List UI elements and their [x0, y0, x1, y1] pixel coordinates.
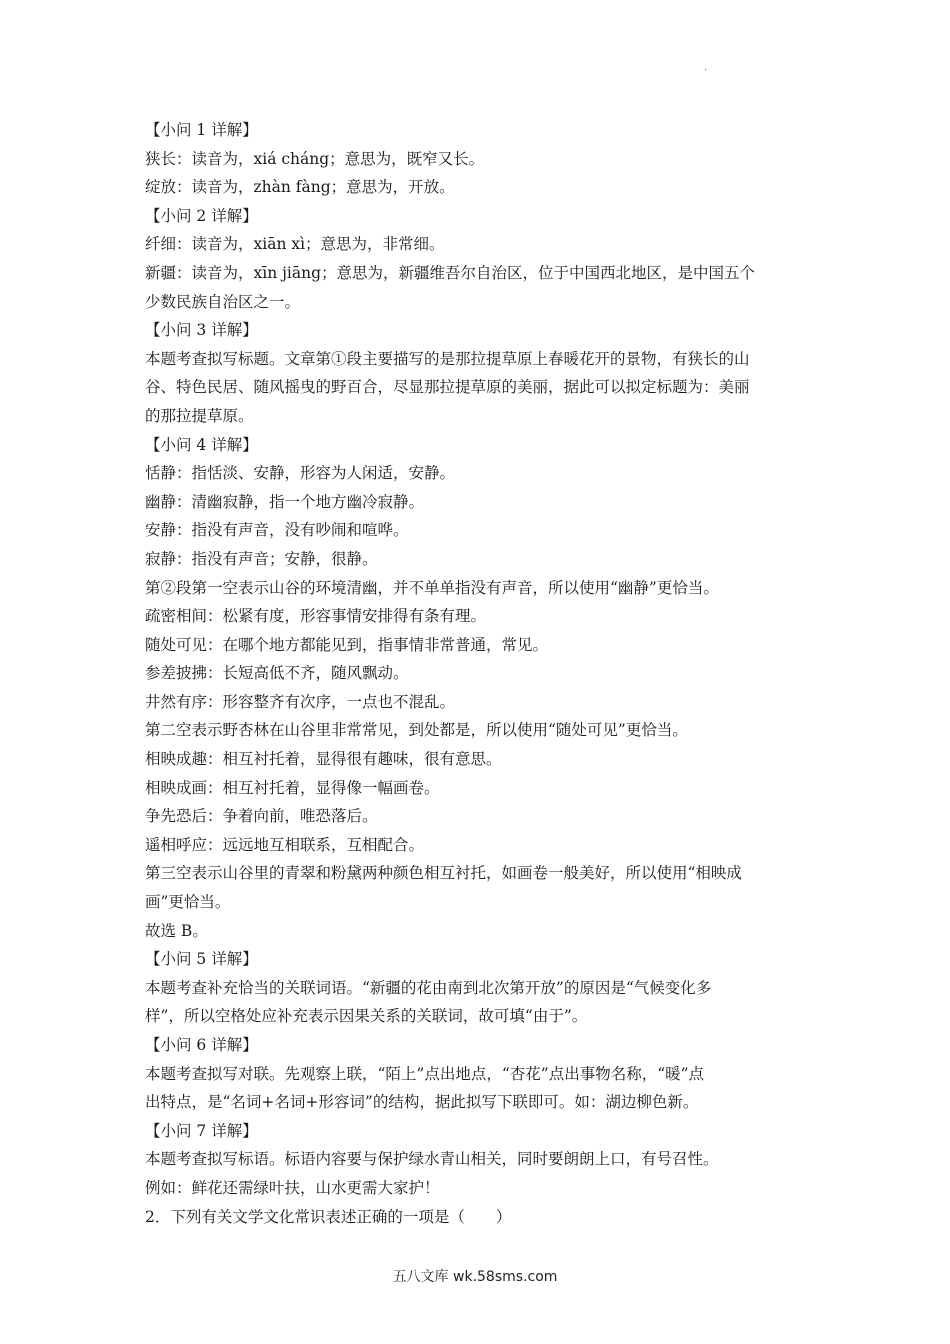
text-line: 故选 B。	[145, 921, 208, 940]
text-line: 绽放：读音为，zhàn fàng；意思为，开放。	[145, 178, 455, 197]
text-line: 例如：鲜花还需绿叶扶，山水更需大家护！	[145, 1178, 440, 1197]
text-line: 相映成趣：相互衬托着，显得很有趣味，很有意思。	[145, 750, 502, 769]
section-heading: 【小问 5 详解】	[145, 950, 258, 969]
text-line: 遥相呼应：远远地互相联系，互相配合。	[145, 835, 425, 854]
text-line: 第三空表示山谷里的青翠和粉黛两种颜色相互衬托，如画卷一般美好，所以使用“相映成	[145, 864, 742, 883]
footer-watermark: 五八文库 wk.58sms.com	[392, 1269, 558, 1285]
text-line: 随处可见：在哪个地方都能见到，指事情非常普通，常见。	[145, 635, 549, 654]
text-line: 第②段第一空表示山谷的环境清幽，并不单单指没有声音，所以使用“幽静”更恰当。	[145, 578, 719, 597]
section-heading: 【小问 2 详解】	[145, 206, 258, 225]
text-line: 第二空表示野杏林在山谷里非常常见，到处都是，所以使用“随处可见”更恰当。	[145, 721, 688, 740]
section-heading: 【小问 6 详解】	[145, 1036, 258, 1054]
text-line: 本题考查拟写标语。标语内容要与保护绿水青山相关，同时要朗朗上口，有号召性。	[145, 1150, 719, 1169]
text-line: 安静：指没有声音，没有吵闹和喧哗。	[145, 521, 409, 540]
text-line: 纤细：读音为，xiān xì；意思为，非常细。	[145, 235, 445, 254]
section-heading: 【小问 7 详解】	[145, 1121, 258, 1140]
section-heading: 【小问 1 详解】	[145, 121, 258, 139]
text-line: 幽静：清幽寂静，指一个地方幽冷寂静。	[145, 492, 425, 511]
text-line: 画”更恰当。	[145, 893, 231, 912]
question-stem: 2．下列有关文学文化常识表述正确的一项是（ ）	[145, 1207, 512, 1226]
text-line: 谷、特色民居、随风摇曳的野百合，尽显那拉提草原的美丽，据此可以拟定标题为：美丽	[145, 378, 750, 397]
section-heading: 【小问 4 详解】	[145, 435, 258, 454]
text-line: 样”，所以空格处应补充表示因果关系的关联词，故可填“由于”。	[145, 1007, 588, 1026]
text-line: 新疆：读音为，xīn jiāng；意思为，新疆维吾尔自治区，位于中国西北地区，是中国五个	[145, 263, 756, 282]
text-line: 出特点，是“名词+名词+形容词”的结构，据此拟写下联即可。如：湖边柳色新。	[145, 1093, 699, 1112]
text-line: 狭长：读音为，xiá cháng；意思为，既窄又长。	[145, 149, 485, 168]
text-line: 恬静：指恬淡、安静，形容为人闲适，安静。	[145, 464, 456, 483]
answer-explanation-body	[145, 116, 810, 1231]
text-line: 寂静：指没有声音；安静，很静。	[145, 549, 378, 568]
text-line: 疏密相间：松紧有度，形容事情安排得有条有理。	[145, 607, 487, 626]
text-line: 本题考查拟写对联。先观察上联，“陌上”点出地点，“杏花”点出事物名称，“暖”点	[145, 1064, 705, 1083]
text-line: 本题考查拟写标题。文章第①段主要描写的是那拉提草原上春暖花开的景物，有狭长的山	[145, 349, 750, 368]
text-line: 的那拉提草原。	[145, 406, 254, 425]
text-line: 相映成画：相互衬托着，显得像一幅画卷。	[145, 778, 440, 797]
header-mark: .	[704, 62, 708, 73]
text-line: 井然有序：形容整齐有次序，一点也不混乱。	[145, 692, 456, 711]
text-line: 参差披拂：长短高低不齐，随风飘动。	[145, 664, 409, 683]
text-line: 争先恐后：争着向前，唯恐落后。	[145, 807, 378, 826]
section-heading: 【小问 3 详解】	[145, 321, 258, 340]
text-line: 少数民族自治区之一。	[145, 292, 301, 311]
text-line: 本题考查补充恰当的关联词语。“新疆的花由南到北次第开放”的原因是“气候变化多	[145, 978, 712, 997]
